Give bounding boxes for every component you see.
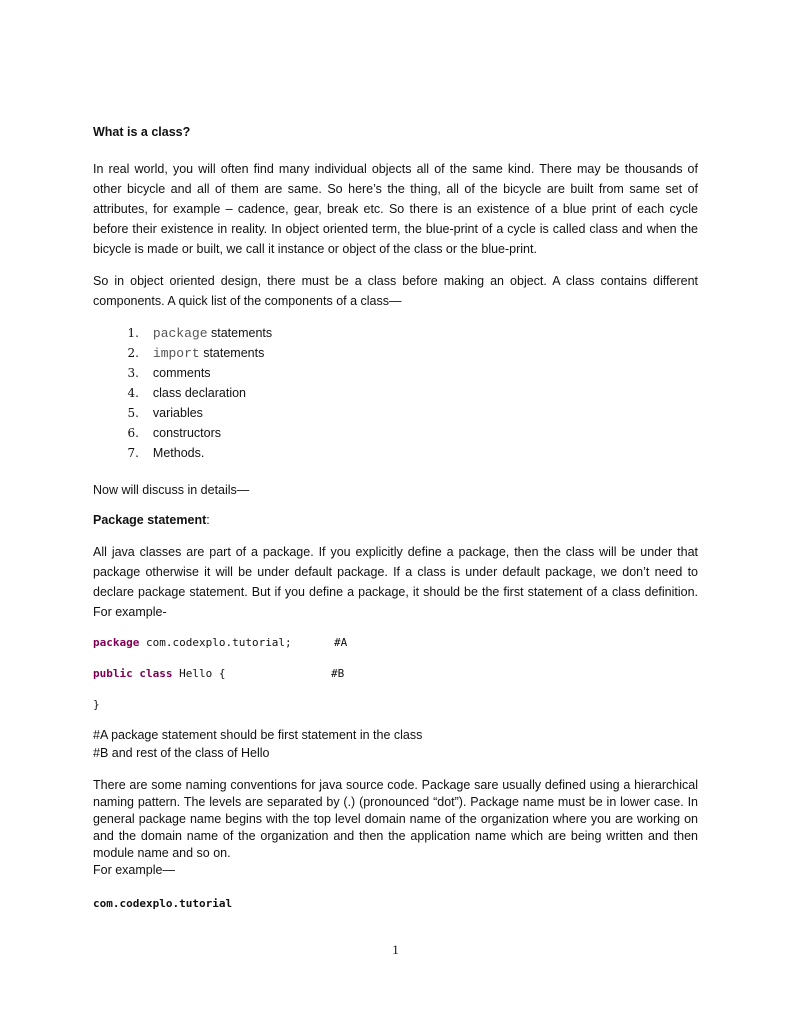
heading-what-is-a-class: What is a class? [93, 125, 191, 139]
code-line-class: public class Hello { [93, 667, 226, 680]
list-item: 6. constructors [127, 426, 221, 440]
code-line-close: } [93, 698, 100, 711]
note-a: #A package statement should be first statement in the class [93, 728, 423, 742]
list-item: 3. comments [127, 366, 211, 380]
note-b: #B and rest of the class of Hello [93, 746, 270, 760]
code-line-package: package com.codexplo.tutorial; [93, 636, 292, 649]
list-item: 5. variables [127, 406, 203, 420]
code-note-b: #B [331, 667, 345, 680]
list-item: 7. Methods. [127, 446, 205, 460]
paragraph-package: All java classes are part of a package. If you explicitly define a package, then the class will be under that package otherwise it will be under default package. If a class is under default package, we don’t need to declare package statement. But if you define a package, it should be the first statement of a class definition. For example- [93, 545, 698, 619]
list-item: 1. package statements [127, 326, 273, 341]
example-package-code: com.codexplo.tutorial [93, 897, 233, 910]
discuss-line: Now will discuss in details— [93, 483, 250, 497]
code-note-a: #A [334, 636, 348, 649]
page-number: 1 [392, 942, 399, 957]
components-list [93, 323, 698, 463]
list-item: 4. class declaration [127, 386, 247, 400]
list-item: 2. import statements [127, 346, 265, 361]
for-example-label: For example— [93, 863, 175, 877]
heading-package-statement: Package statement: [93, 513, 210, 527]
paragraph-components: So in object oriented design, there must be a class before making an object. A class contains different components. A quick list of the components of a class— [93, 274, 698, 308]
paragraph-intro: In real world, you will often find many individual objects all of the same kind. There may be thousands of other bicycle and all of them are same. So here’s the thing, all of the bicycle are built from same set of attributes, for example – cadence, gear, break etc. So there is an existence of a blue print of each cycle before their existence in reality. In object oriented term, the blue-print of a cycle is called class and when the bicycle is made or built, we call it instance or object of the class or the blue-print. [93, 162, 698, 256]
paragraph-naming: There are some naming conventions for java source code. Package sare usually defined using a hierarchical naming pattern. The levels are separated by (.) (pronounced “dot”). Package name must be in lower case. In general package name begins with the top level domain name of the organization where you are working on and the domain name of the organization and then the application name which are being written and then module name and so on. [93, 778, 698, 860]
